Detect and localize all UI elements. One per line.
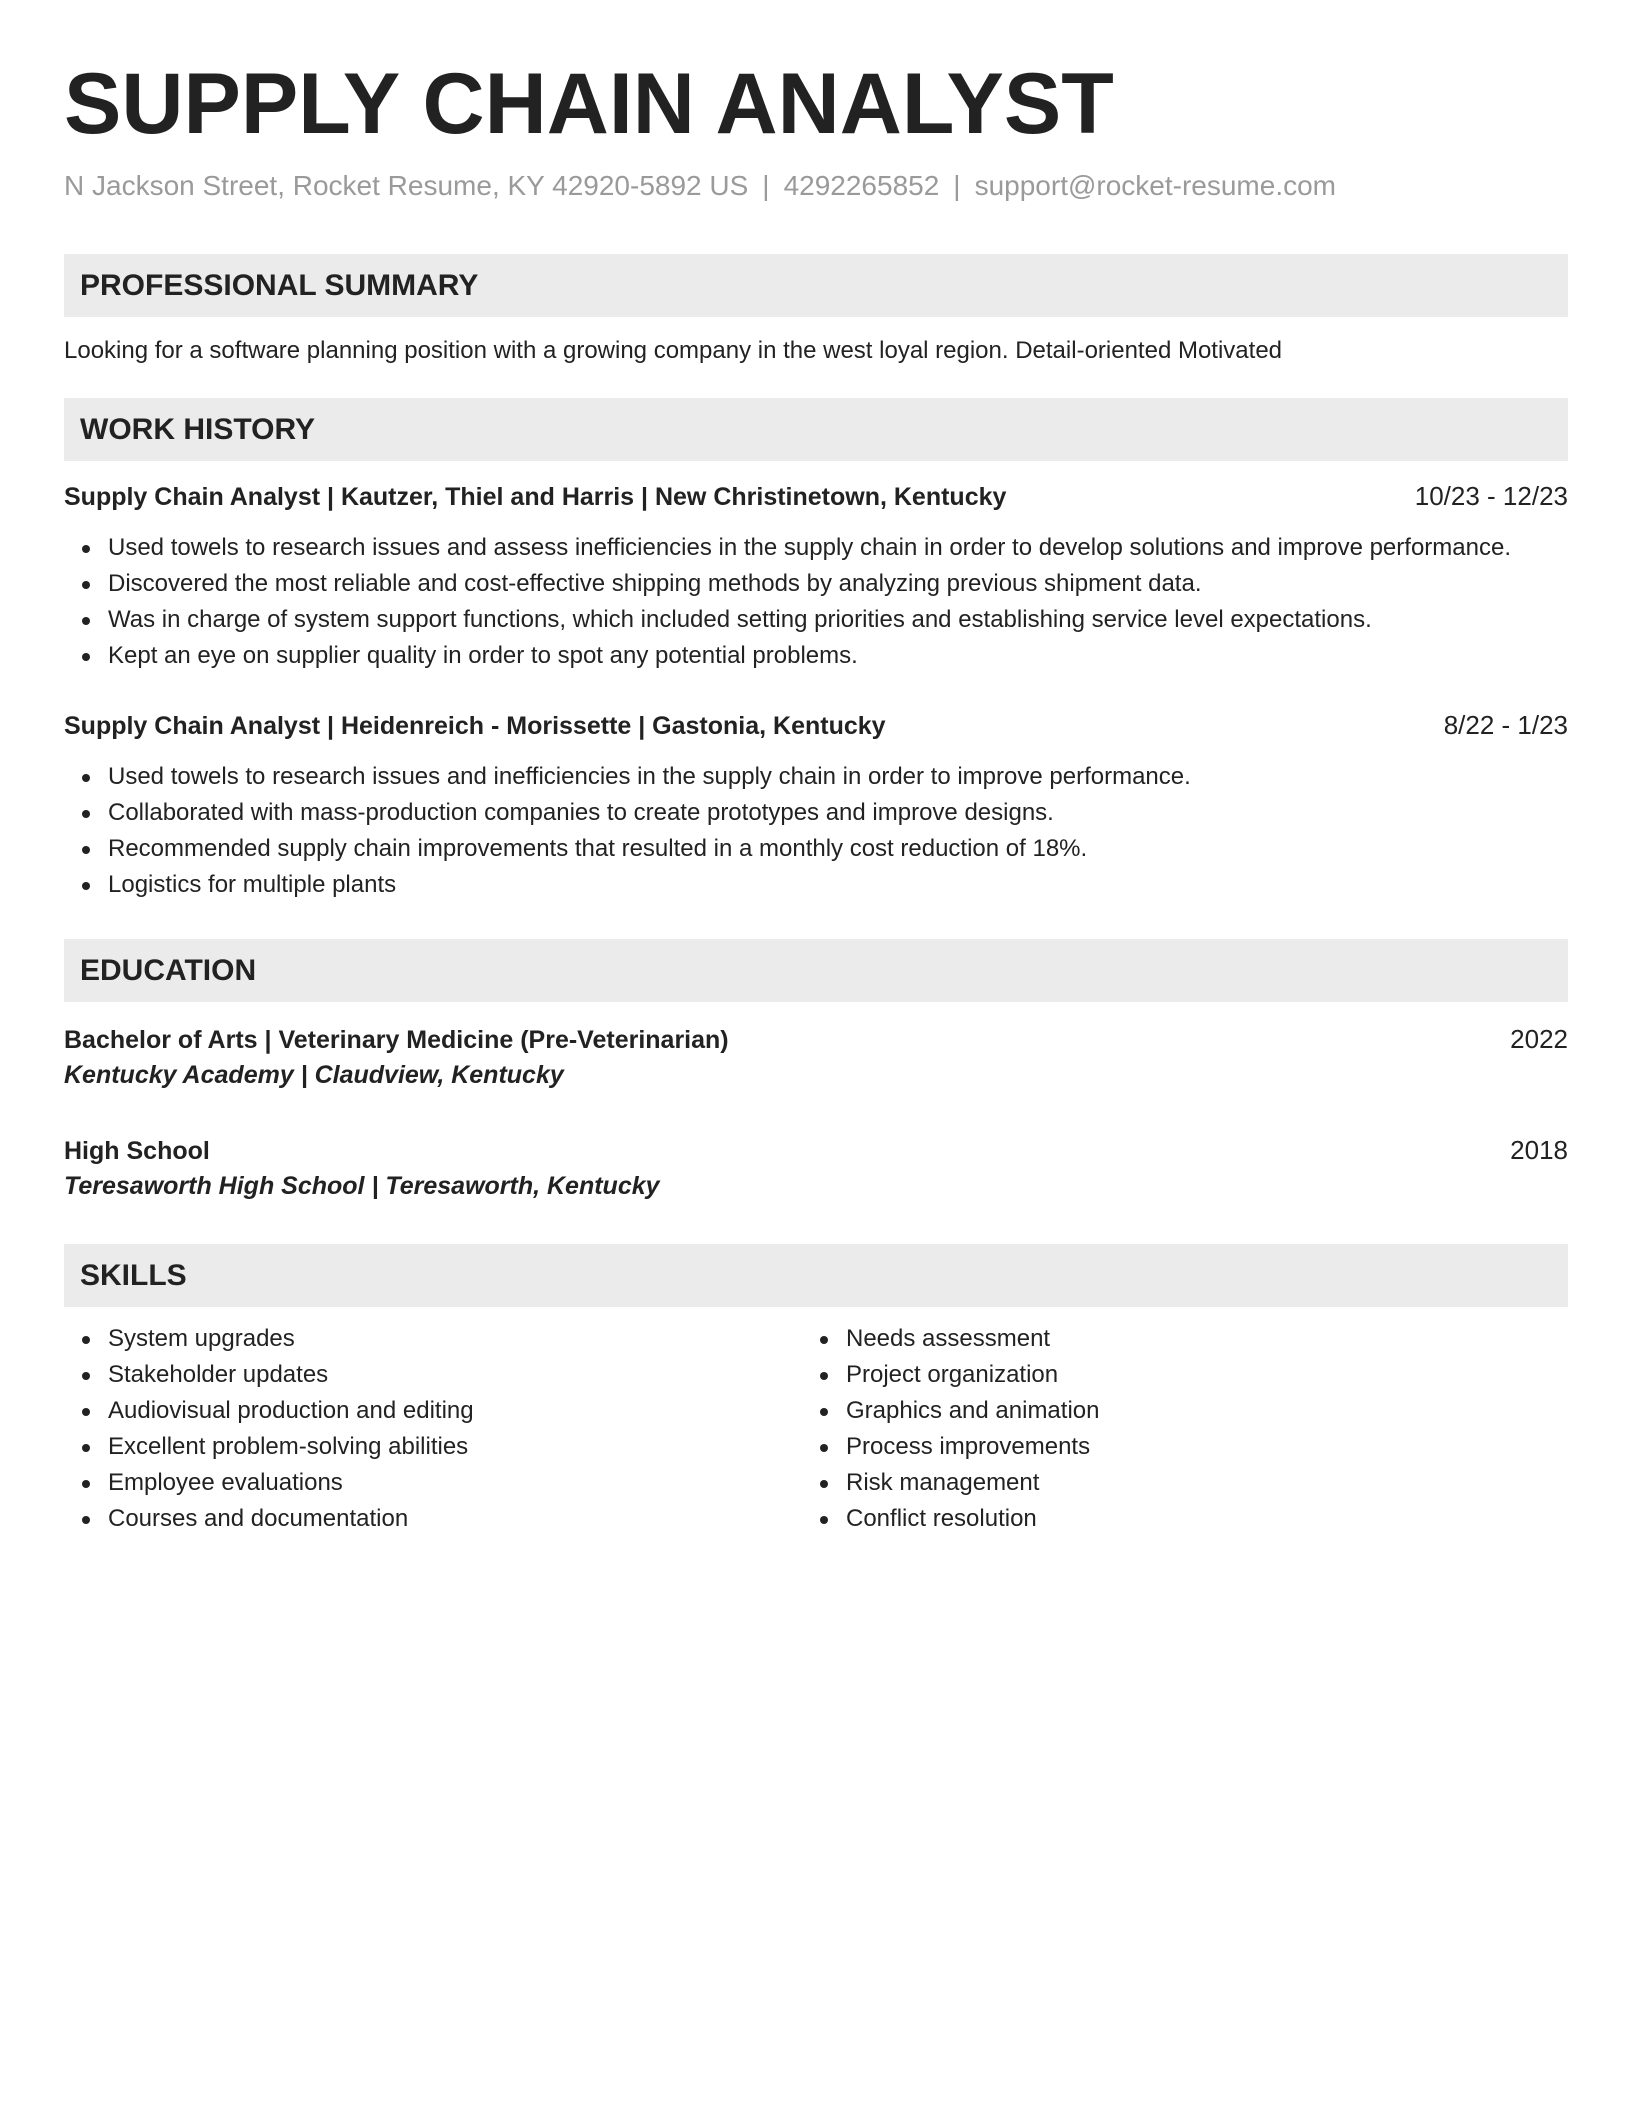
job-dates: 10/23 - 12/23	[1414, 481, 1568, 511]
contact-email: support@rocket-resume.com	[974, 170, 1337, 201]
section-header-summary: PROFESSIONAL SUMMARY	[64, 254, 1568, 317]
skills-column-right	[802, 1321, 1540, 1537]
skills-column-left	[64, 1321, 802, 1537]
contact-separator: |	[953, 170, 961, 201]
job-entry	[64, 708, 1568, 903]
job-bullets	[64, 530, 1568, 674]
skill-item: System upgrades	[108, 1321, 802, 1357]
skills-columns	[64, 1321, 1568, 1537]
job-title: Supply Chain Analyst | Heidenreich - Morissette | Gastonia, Kentucky	[64, 712, 886, 740]
job-title: Supply Chain Analyst | Kautzer, Thiel and Harris | New Christinetown, Kentucky	[64, 483, 1007, 511]
contact-separator: |	[762, 170, 770, 201]
education-entry	[64, 1133, 1568, 1204]
job-bullet: Used towels to research issues and inefficiencies in the supply chain in order to improve performance.	[108, 759, 1568, 795]
job-bullets	[64, 759, 1568, 903]
education-degree: High School	[64, 1137, 210, 1165]
skill-item: Project organization	[846, 1357, 1540, 1393]
job-heading-row	[64, 708, 1568, 743]
education-heading-row	[64, 1133, 1568, 1168]
education-school: Kentucky Academy | Claudview, Kentucky	[64, 1061, 564, 1089]
job-bullet: Logistics for multiple plants	[108, 867, 1568, 903]
resume-name: SUPPLY CHAIN ANALYST	[64, 56, 1114, 152]
education-entry	[64, 1022, 1568, 1093]
skill-item: Employee evaluations	[108, 1465, 802, 1501]
education-year: 2018	[1510, 1135, 1568, 1165]
contact-address: N Jackson Street, Rocket Resume, KY 42920-5892 US	[64, 170, 749, 201]
skill-item: Audiovisual production and editing	[108, 1393, 802, 1429]
skills-list-right	[802, 1321, 1540, 1537]
contact-phone: 4292265852	[783, 170, 940, 201]
skill-item: Conflict resolution	[846, 1501, 1540, 1537]
job-heading-row	[64, 479, 1568, 514]
job-bullet: Recommended supply chain improvements that resulted in a monthly cost reduction of 18%.	[108, 831, 1568, 867]
skill-item: Needs assessment	[846, 1321, 1540, 1357]
skill-item: Graphics and animation	[846, 1393, 1540, 1429]
skill-item: Risk management	[846, 1465, 1540, 1501]
job-entry	[64, 479, 1568, 674]
job-bullet: Collaborated with mass-production companies to create prototypes and improve designs.	[108, 795, 1568, 831]
skill-item: Excellent problem-solving abilities	[108, 1429, 802, 1465]
education-school: Teresaworth High School | Teresaworth, Kentucky	[64, 1172, 660, 1200]
contact-line	[64, 168, 1568, 204]
skill-item: Courses and documentation	[108, 1501, 802, 1537]
section-header-skills: SKILLS	[64, 1244, 1568, 1307]
section-header-work-history: WORK HISTORY	[64, 398, 1568, 461]
education-heading-row	[64, 1022, 1568, 1057]
section-header-education: EDUCATION	[64, 939, 1568, 1002]
skill-item: Process improvements	[846, 1429, 1540, 1465]
skill-item: Stakeholder updates	[108, 1357, 802, 1393]
skills-list-left	[64, 1321, 802, 1537]
summary-text: Looking for a software planning position with a growing company in the west loyal region. Detail-oriented Motivated	[64, 337, 1283, 364]
job-bullet: Kept an eye on supplier quality in order to spot any potential problems.	[108, 638, 1568, 674]
education-degree: Bachelor of Arts | Veterinary Medicine (Pre-Veterinarian)	[64, 1026, 729, 1054]
education-year: 2022	[1510, 1024, 1568, 1054]
job-dates: 8/22 - 1/23	[1443, 710, 1568, 740]
job-bullet: Used towels to research issues and assess inefficiencies in the supply chain in order to develop solutions and improve performance.	[108, 530, 1568, 566]
job-bullet: Was in charge of system support functions, which included setting priorities and establishing service level expectations.	[108, 602, 1568, 638]
job-bullet: Discovered the most reliable and cost-effective shipping methods by analyzing previous shipment data.	[108, 566, 1568, 602]
